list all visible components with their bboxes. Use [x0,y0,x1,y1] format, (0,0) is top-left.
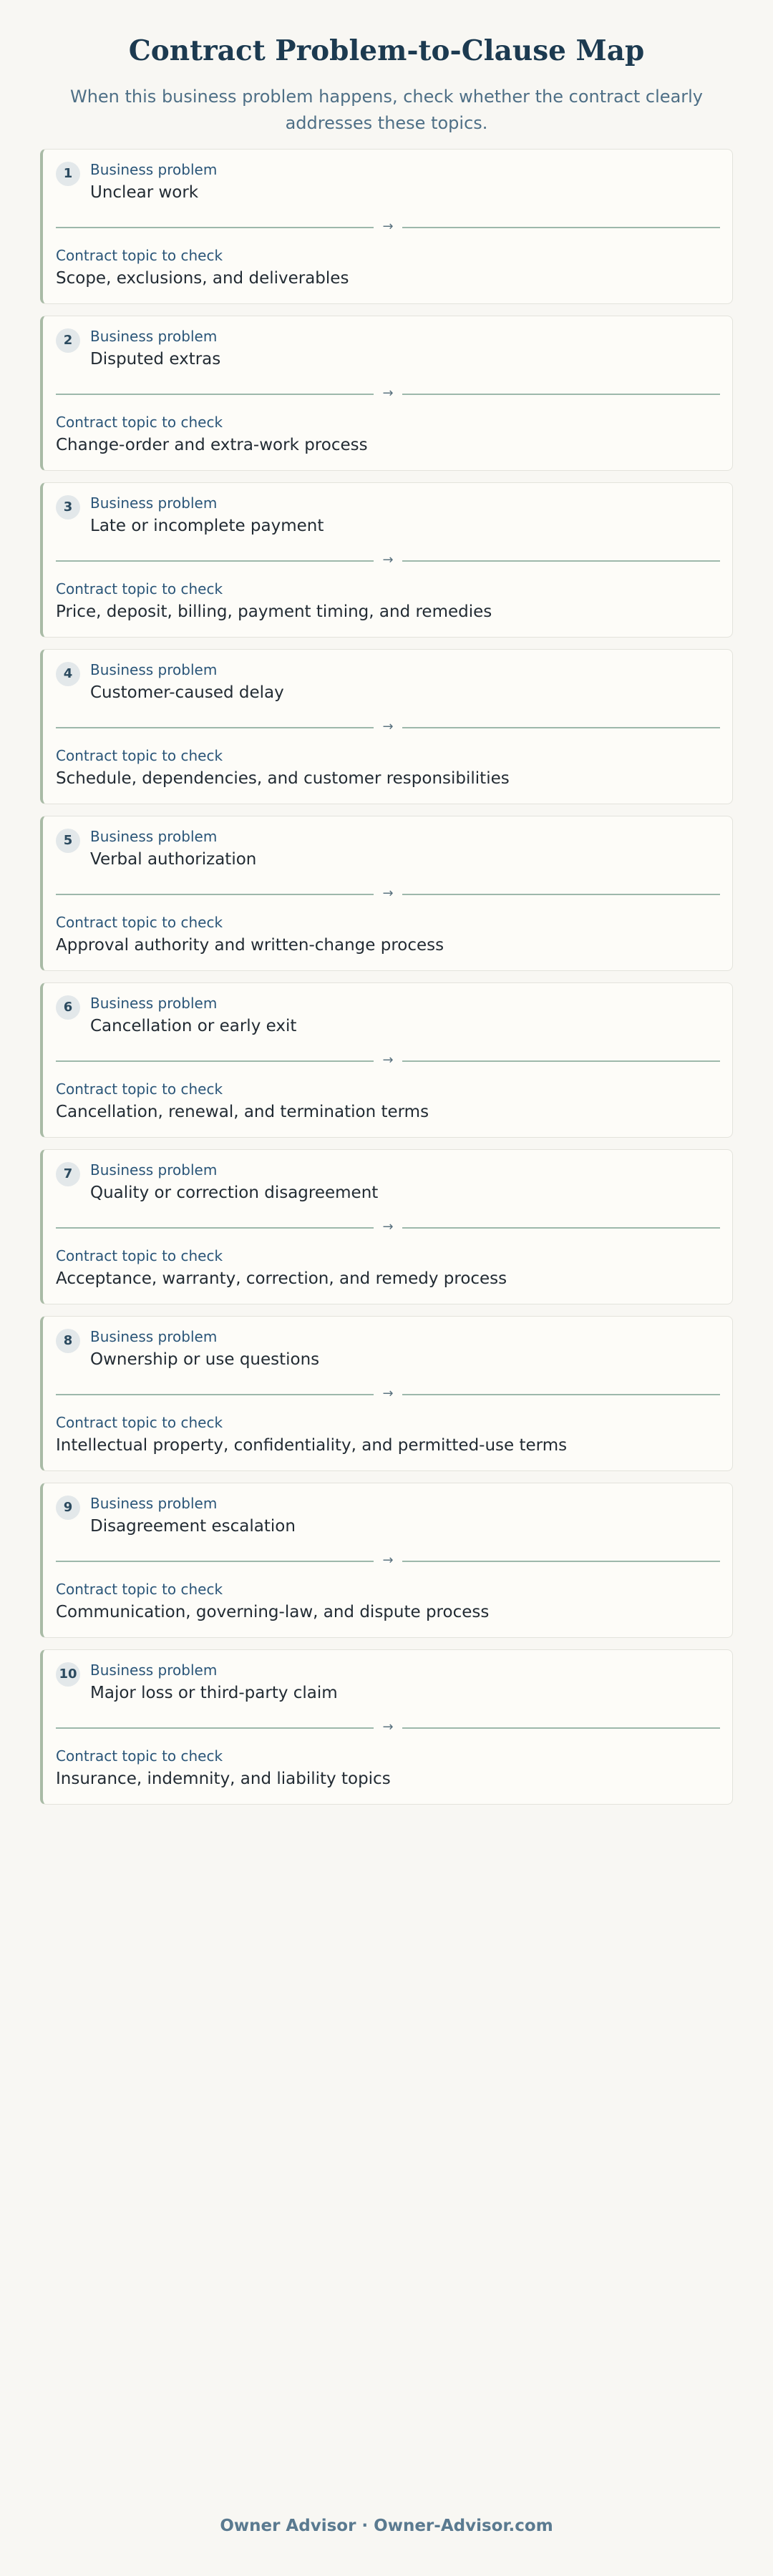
contract-topic-text: Intellectual property, confidentiality, and permitted-use terms [56,1436,568,1455]
item-number-badge: 4 [56,662,80,686]
connector-divider [56,1386,720,1401]
item-number-badge: 9 [56,1496,80,1520]
arrow-right-icon: → [382,1553,394,1568]
problem-card [40,1149,733,1304]
problem-card [40,482,733,638]
connector-line-right [402,1394,720,1395]
connector-divider [56,719,720,734]
arrow-right-icon: → [382,719,394,734]
footer-credit: Owner Advisor · Owner-Advisor.com [220,2517,553,2535]
business-problem-label: Business problem [90,1495,218,1512]
item-number-badge: 8 [56,1329,80,1353]
business-problem-label: Business problem [90,661,218,678]
connector-line-right [402,1727,720,1729]
item-number-badge: 2 [56,328,80,353]
connector-line-right [402,394,720,395]
arrow-right-icon: → [382,386,394,401]
item-number-badge: 3 [56,495,80,519]
problem-card [40,649,733,804]
arrow-right-icon: → [382,886,394,901]
connector-line-right [402,560,720,562]
connector-line-left [56,1227,374,1229]
business-problem-text: Major loss or third-party claim [90,1684,338,1702]
business-problem-label: Business problem [90,161,218,178]
business-problem-label: Business problem [90,328,218,345]
connector-divider [56,886,720,901]
business-problem-text: Disagreement escalation [90,1517,296,1536]
connector-divider [56,386,720,401]
contract-topic-label: Contract topic to check [56,1247,223,1264]
connector-line-left [56,227,374,228]
problem-card [40,316,733,471]
connector-line-left [56,1394,374,1395]
problem-card [40,149,733,304]
contract-topic-text: Acceptance, warranty, correction, and remedy process [56,1269,507,1288]
connector-divider [56,1719,720,1735]
problem-card [40,982,733,1138]
page-title: Contract Problem-to-Clause Map [128,34,645,67]
business-problem-text: Unclear work [90,183,199,202]
business-problem-text: Verbal authorization [90,850,257,869]
business-problem-label: Business problem [90,828,218,845]
contract-topic-label: Contract topic to check [56,247,223,264]
contract-topic-label: Contract topic to check [56,914,223,931]
business-problem-text: Cancellation or early exit [90,1017,297,1035]
connector-divider [56,1053,720,1068]
connector-line-right [402,894,720,895]
contract-topic-text: Price, deposit, billing, payment timing, and remedies [56,602,492,621]
contract-topic-text: Change-order and extra-work process [56,436,368,454]
item-number-badge: 6 [56,995,80,1020]
contract-topic-text: Scope, exclusions, and deliverables [56,269,349,288]
business-problem-text: Late or incomplete payment [90,517,324,535]
arrow-right-icon: → [382,552,394,567]
problem-clause-list [40,149,733,1816]
business-problem-label: Business problem [90,494,218,512]
contract-topic-label: Contract topic to check [56,1581,223,1598]
arrow-right-icon: → [382,1386,394,1401]
connector-line-right [402,1060,720,1062]
connector-line-left [56,727,374,728]
connector-line-right [402,1561,720,1562]
contract-topic-label: Contract topic to check [56,414,223,431]
connector-line-left [56,1060,374,1062]
item-number-badge: 10 [56,1662,80,1687]
item-number-badge: 5 [56,829,80,853]
business-problem-label: Business problem [90,995,218,1012]
contract-topic-label: Contract topic to check [56,580,223,597]
connector-divider [56,1553,720,1568]
contract-topic-text: Cancellation, renewal, and termination terms [56,1103,429,1121]
item-number-badge: 7 [56,1162,80,1186]
connector-line-left [56,1727,374,1729]
arrow-right-icon: → [382,1219,394,1234]
contract-topic-text: Communication, governing-law, and dispute process [56,1603,490,1621]
problem-card [40,1649,733,1805]
connector-line-right [402,1227,720,1229]
contract-topic-label: Contract topic to check [56,747,223,764]
business-problem-text: Customer-caused delay [90,683,284,702]
page-subtitle: When this business problem happens, check whether the contract clearly addresses these topics. [69,87,704,133]
connector-line-left [56,560,374,562]
business-problem-text: Quality or correction disagreement [90,1184,379,1202]
problem-card [40,1316,733,1471]
connector-line-left [56,394,374,395]
arrow-right-icon: → [382,1719,394,1735]
contract-topic-text: Schedule, dependencies, and customer responsibilities [56,769,510,788]
connector-line-left [56,894,374,895]
business-problem-label: Business problem [90,1328,218,1345]
business-problem-label: Business problem [90,1662,218,1679]
item-number-badge: 1 [56,162,80,186]
contract-topic-text: Insurance, indemnity, and liability topics [56,1770,391,1788]
connector-line-right [402,227,720,228]
business-problem-text: Disputed extras [90,350,221,369]
connector-line-right [402,727,720,728]
connector-line-left [56,1561,374,1562]
problem-card [40,816,733,971]
business-problem-text: Ownership or use questions [90,1350,320,1369]
arrow-right-icon: → [382,219,394,234]
contract-topic-label: Contract topic to check [56,1414,223,1431]
problem-card [40,1483,733,1638]
contract-topic-label: Contract topic to check [56,1080,223,1098]
connector-divider [56,552,720,567]
contract-topic-text: Approval authority and written-change process [56,936,444,955]
business-problem-label: Business problem [90,1161,218,1179]
contract-topic-label: Contract topic to check [56,1747,223,1765]
connector-divider [56,1219,720,1234]
arrow-right-icon: → [382,1053,394,1068]
connector-divider [56,219,720,234]
